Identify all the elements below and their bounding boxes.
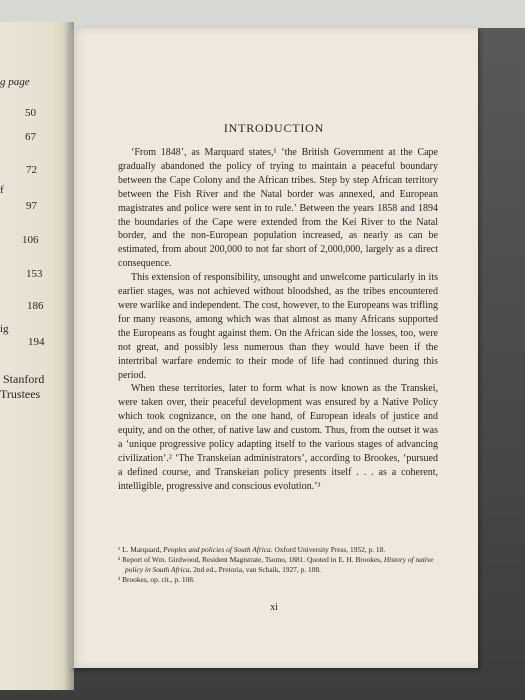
left-page-fragment: f [0,184,4,196]
left-page-number: 50 [25,107,36,119]
footnote-book-title: History of native policy in South Africa [125,555,434,574]
footnote-book-title: Peoples and policies of South Africa [163,545,271,554]
footnote [118,545,438,555]
book-spine-shadow [64,22,74,690]
left-page-number: 106 [22,234,39,246]
left-page-fragment: ig [0,323,9,335]
left-page-fragment: g page [0,76,30,88]
footnote-mark: ² [118,555,121,564]
page-number: xi [270,602,278,613]
right-page [70,28,478,668]
footnote-text: Brookes, op. cit., p. 108. [122,575,195,584]
footnote-text: , 2nd ed., Pretoria, van Schaik, 1927, p. 108. [189,565,321,574]
footnote [118,555,438,575]
paragraph: ‘From 1848’, as Marquard states,¹ ‘the British Government at the Cape gradually abandoned the policy of trying to maintain a peaceful boundary between the Cape Colony and the African tribes. Step by step African territory between the Fish River and the Natal border was annexed, and European magistrates and police were sent in to rule.’ Between the years 1858 and 1894 the boundaries of the Cape were extended from the Kei River to the Natal border, and the non-European population increased, as nearly as can be estimated, from about 200,000 to not far short of 2,000,000, largely as a direct consequence. [118,147,438,270]
body-text [118,146,438,494]
left-page [0,22,74,690]
footnote [118,575,438,585]
footnote-text: L. Marquard, [122,545,164,554]
left-page-number: 72 [26,164,37,176]
left-page-text: Stanford [3,372,45,386]
left-page-text: Trustees [0,387,41,401]
footnote-mark: ¹ [118,545,121,554]
left-page-number: 97 [26,200,37,212]
footnote-mark: ³ [118,575,121,584]
left-page-number: 67 [25,131,36,143]
background-strip [0,0,525,28]
footnote-text: . Oxford University Press, 1952, p. 18. [270,545,386,554]
footnotes [118,545,438,585]
footnote-text: Report of Wm. Girdwood, Resident Magistrate, Tsomo, 1881. Quoted in E. H. Brookes, [122,555,384,564]
left-page-number: 194 [28,336,45,348]
paragraph: This extension of responsibility, unsought and unwelcome particularly in its earlier stages, was not achieved without bloodshed, as the tribes encountered were warlike and independent. The cost, however, to the Europeans was trifling for many reasons, among which was that almost as many Africans supported the Europeans as fought against them. On the African side the losses, too, were not great, and possibly less numerous than they would have been if the intertribal warfare endemic to their mode of life had continued during this period. [118,272,438,381]
paragraph: When these territories, later to form what is now known as the Transkei, were taken over, their peaceful development was ensured by a Native Policy which took cognizance, on the one hand, of European ideals of justice and equity, and on the other, of native law and custom. Thus, from the outset it was a ‘unique progressive policy adapting itself to the various stages of advancing civilization’.² ‘The Transkeian administrators’, according to Brookes, ‘pursued a defined course, and Transkeian policy presents itself . . . as a coherent, intelligible, progressive and conscious evolution.’³ [118,383,438,492]
left-page-number: 153 [26,268,43,280]
page-title: INTRODUCTION [223,121,325,135]
left-page-number: 186 [27,300,44,312]
